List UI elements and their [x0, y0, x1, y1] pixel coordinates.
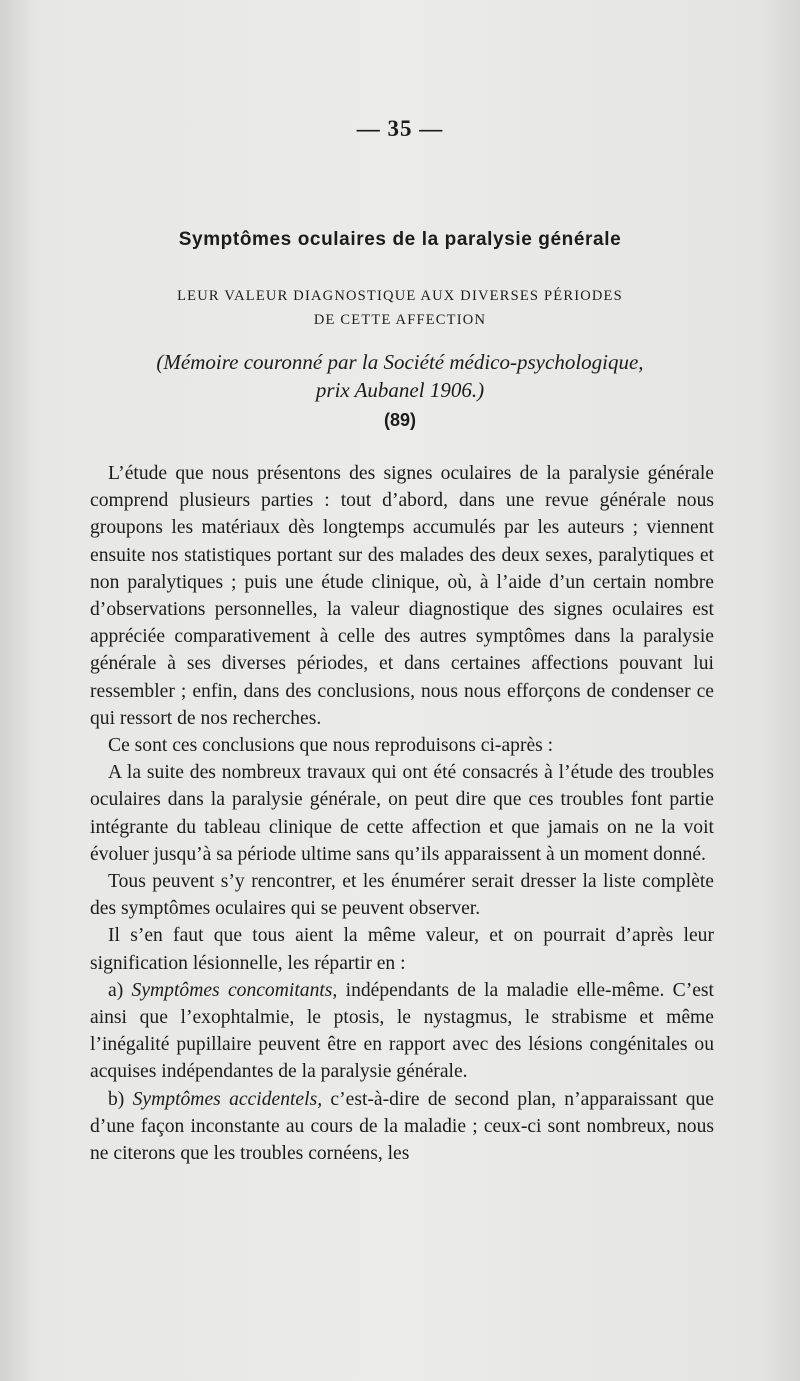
item-term: Symptômes concomitants, [131, 979, 338, 1001]
page-number: — 35 — [356, 116, 444, 141]
item-label: b) [108, 1088, 125, 1110]
paragraph: L’étude que nous présentons des signes oculaires de la paralysie générale comprend plusieurs parties : tout d’abord, dans une revue générale nous groupons les matériaux dès longtemps accumulés par les auteurs ; viennent ensuite nos statistiques portant sur des malades des deux sexes, paralytiques et non paralytiques ; puis une étude clinique, où, à l’aide d’un certain nombre d’observations personnelles, la valeur diagnostique des signes oculaires est appréciée comparativement à celle des autres symptômes dans la paralysie générale à ses diverses périodes, et dans certaines affections pouvant lui ressembler ; enfin, dans des conclusions, nous nous efforçons de condenser ce qui ressort de nos recherches. [90, 463, 714, 729]
paragraph: Il s’en faut que tous aient la même valeur, et on pourrait d’après leur signification lésionnelle, les répartir en : [90, 925, 714, 974]
list-item-a [90, 977, 714, 1086]
item-label: a) [108, 979, 124, 1001]
article-title: Symptômes oculaires de la paralysie générale [178, 229, 622, 250]
award-note-line-2: prix Aubanel 1906.) [315, 378, 485, 402]
award-note [0, 348, 800, 404]
item-term: Symptômes accidentels, [132, 1088, 323, 1110]
body-text [90, 460, 714, 1167]
item-text: c’est-à-dire de second plan, n’apparaissant que d’une façon inconstante au cours de la maladie ; ceux-ci sont nombreux, nous ne citerons que les troubles cornéens, les [90, 1088, 715, 1165]
item-text: indépendants de la maladie elle-même. C’est ainsi que l’exophtalmie, le ptosis, le nystagmus, le strabisme et même l’inégalité pupillaire peuvent être en rapport avec des lésions congénitales ou acquises indépendantes de la paralysie générale. [90, 979, 714, 1083]
award-note-line-1: (Mémoire couronné par la Société médico-psychologique, [156, 350, 644, 374]
paragraph: A la suite des nombreux travaux qui ont été consacrés à l’étude des troubles oculaires dans la paralysie générale, on peut dire que ces troubles font partie intégrante du tableau clinique de cette affection et que jamais on ne la voit évoluer jusqu’à sa période ultime sans qu’ils apparaissent à un moment donné. [90, 762, 714, 865]
subtitle-line-2: DE CETTE AFFECTION [313, 312, 487, 328]
paragraph: Tous peuvent s’y rencontrer, et les énumérer serait dresser la liste complète des symptômes oculaires qui se peuvent observer. [90, 871, 714, 920]
paragraph: Ce sont ces conclusions que nous reproduisons ci-après : [108, 735, 554, 757]
subtitle-line-1: LEUR VALEUR DIAGNOSTIQUE AUX DIVERSES PÉRIODES [177, 288, 623, 304]
article-subtitle [0, 284, 800, 332]
list-item-b [90, 1086, 714, 1168]
reference-number: (89) [383, 410, 416, 430]
